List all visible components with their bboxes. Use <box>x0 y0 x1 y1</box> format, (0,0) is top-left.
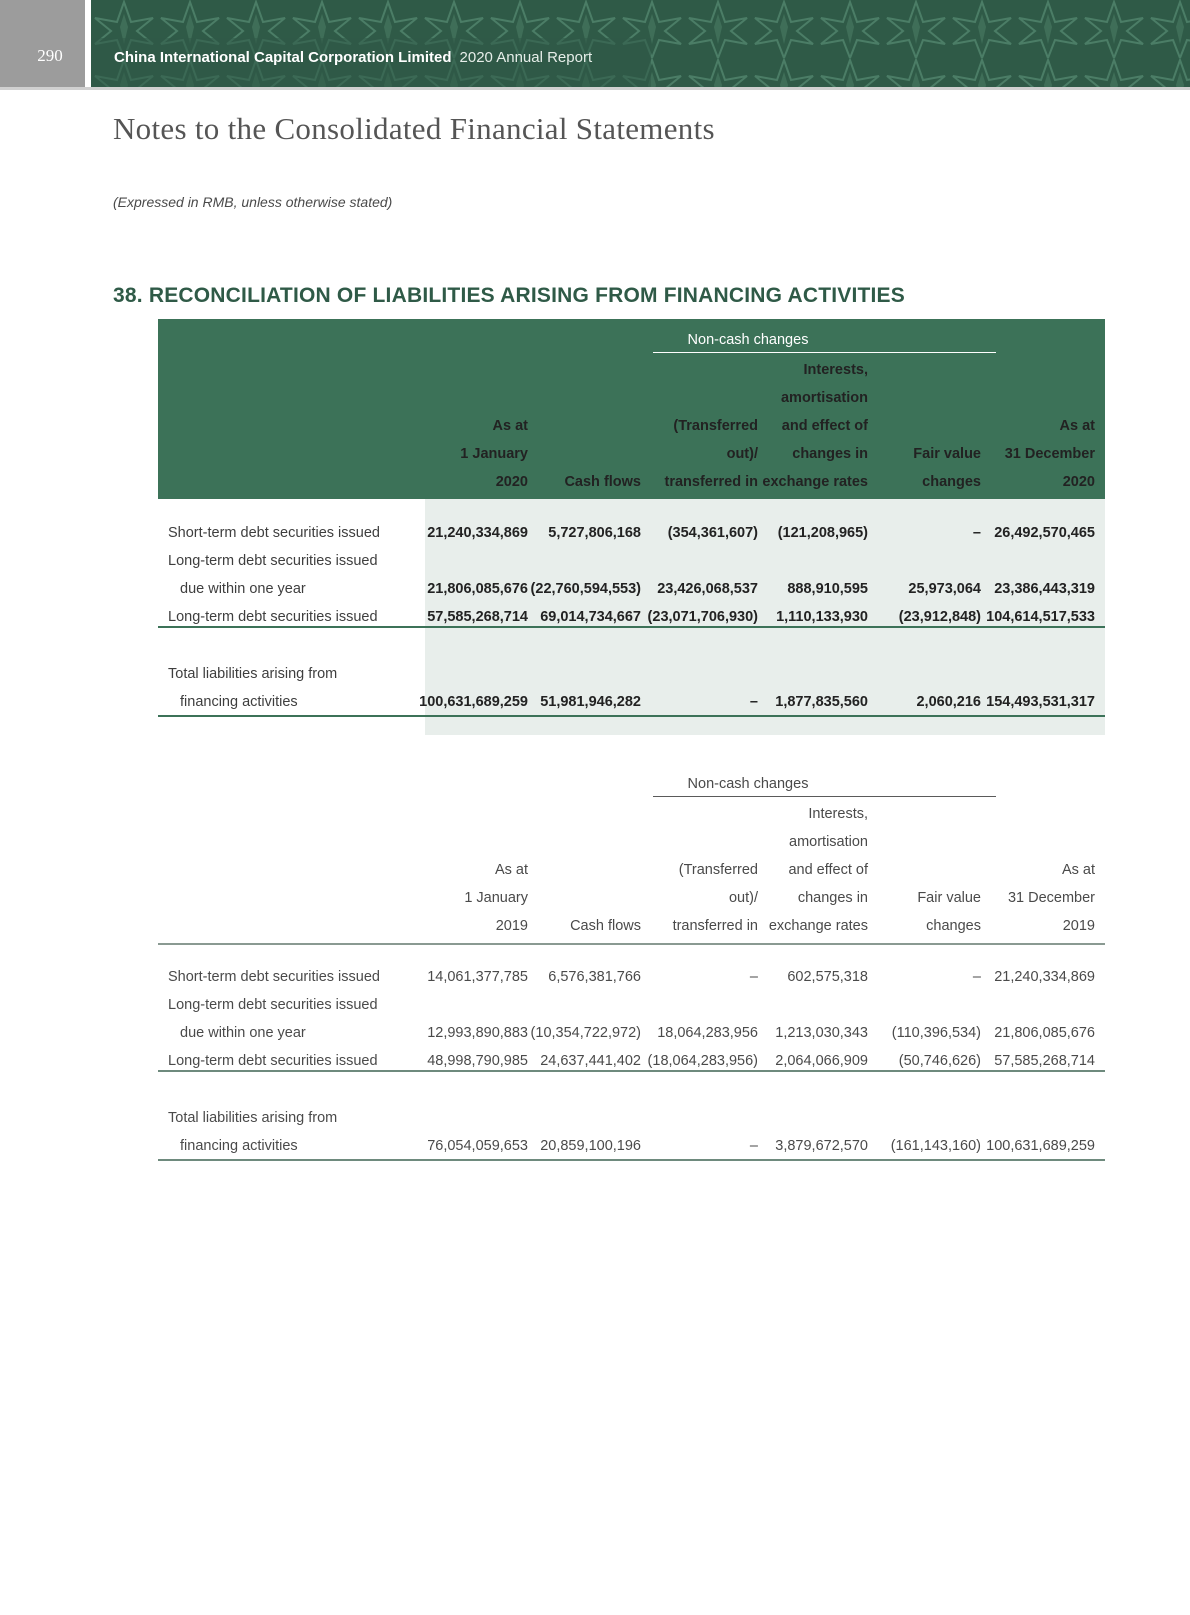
row-label: Short-term debt securities issued <box>168 525 380 541</box>
row-value: (354,361,607) <box>667 525 758 541</box>
row-value: 18,064,283,956 <box>657 1025 758 1041</box>
column-header-line: changes <box>922 474 981 490</box>
total-value: 2,060,216 <box>916 694 981 710</box>
row-value: (23,912,848) <box>898 609 981 625</box>
page-number: 290 <box>37 46 63 65</box>
row-value: 48,998,790,985 <box>427 1053 528 1069</box>
header-rule <box>0 87 1190 90</box>
row-value: (10,354,722,972) <box>530 1025 641 1041</box>
row-label: due within one year <box>180 1025 306 1041</box>
column-header-line: and effect of <box>788 862 868 878</box>
column-header-line: Cash flows <box>570 918 641 934</box>
column-header-line: changes in <box>797 890 868 906</box>
row-value: 25,973,064 <box>908 581 981 597</box>
currency-note: (Expressed in RMB, unless otherwise stated) <box>113 194 393 210</box>
row-value: 24,637,441,402 <box>540 1053 641 1069</box>
row-value: 1,110,133,930 <box>776 609 868 625</box>
total-label: financing activities <box>180 1138 298 1154</box>
row-value: 21,806,085,676 <box>427 581 528 597</box>
row-value: (22,760,594,553) <box>530 581 641 597</box>
column-header-line: (Transferred <box>678 862 758 878</box>
column-header-line: transferred in <box>664 474 758 490</box>
total-value: (161,143,160) <box>890 1138 981 1154</box>
column-header-line: Interests, <box>803 362 868 378</box>
total-value: 100,631,689,259 <box>986 1138 1095 1154</box>
column-header-line: 2020 <box>1062 474 1095 490</box>
row-value: (18,064,283,956) <box>647 1053 758 1069</box>
banner-title <box>114 49 592 66</box>
note-heading: 38. RECONCILIATION OF LIABILITIES ARISING FROM FINANCING ACTIVITIES <box>113 284 905 307</box>
header-rule <box>158 943 1105 945</box>
column-header-line: out)/ <box>728 890 758 906</box>
row-value: 57,585,268,714 <box>994 1053 1095 1069</box>
page-title: Notes to the Consolidated Financial Statements <box>113 111 715 146</box>
column-header-line: As at <box>1059 418 1095 434</box>
column-header-line: 31 December <box>1004 446 1095 462</box>
column-header-line: exchange rates <box>762 474 868 490</box>
column-header-line: Interests, <box>808 806 868 822</box>
row-value: (50,746,626) <box>898 1053 981 1069</box>
row-label: Long-term debt securities issued <box>168 609 378 625</box>
column-header-line: amortisation <box>780 390 868 406</box>
total-rule <box>158 715 1105 717</box>
row-label: Long-term debt securities issued <box>168 997 378 1013</box>
row-value: – <box>972 525 981 541</box>
total-value: 154,493,531,317 <box>986 694 1095 710</box>
row-value: 602,575,318 <box>787 969 868 985</box>
row-value: 57,585,268,714 <box>427 609 528 625</box>
header-banner <box>91 0 1190 87</box>
column-header-line: exchange rates <box>768 918 868 934</box>
row-value: 21,806,085,676 <box>994 1025 1095 1041</box>
column-header-line: 2019 <box>1062 918 1095 934</box>
reconciliation-table-2019 <box>158 763 1105 1183</box>
row-value: – <box>972 969 981 985</box>
non-cash-changes-label: Non-cash changes <box>687 332 809 348</box>
body-rule <box>158 1070 1105 1072</box>
row-label: Long-term debt securities issued <box>168 553 378 569</box>
column-header-line: As at <box>492 418 528 434</box>
column-header-line: 1 January <box>464 890 528 906</box>
row-value: 23,386,443,319 <box>994 581 1095 597</box>
column-header-line: Fair value <box>913 446 981 462</box>
page-number-box <box>0 0 85 87</box>
row-value: 26,492,570,465 <box>994 525 1095 541</box>
total-value: 76,054,059,653 <box>427 1138 528 1154</box>
row-value: – <box>749 969 758 985</box>
non-cash-changes-label: Non-cash changes <box>687 776 809 792</box>
row-value: (110,396,534) <box>891 1025 981 1041</box>
total-value: 1,877,835,560 <box>775 694 868 710</box>
company-name: China International Capital Corporation Limited <box>114 49 452 66</box>
row-value: 21,240,334,869 <box>994 969 1095 985</box>
column-header-line: and effect of <box>781 418 868 434</box>
non-cash-rule <box>653 352 996 353</box>
row-value: 12,993,890,883 <box>427 1025 528 1041</box>
report-name: 2020 Annual Report <box>459 49 593 66</box>
total-value: 51,981,946,282 <box>540 694 641 710</box>
total-value: 3,879,672,570 <box>775 1138 868 1154</box>
row-value: 6,576,381,766 <box>548 969 641 985</box>
body-rule <box>158 626 1105 628</box>
total-rule <box>158 1159 1105 1161</box>
column-header-line: changes in <box>792 446 868 462</box>
total-label: financing activities <box>180 694 298 710</box>
total-value: – <box>749 1138 758 1154</box>
table-header-band <box>158 319 1105 499</box>
column-header-line: 2019 <box>495 918 528 934</box>
column-header-line: As at <box>494 862 528 878</box>
column-header-line: 31 December <box>1007 890 1095 906</box>
row-value: 104,614,517,533 <box>986 609 1095 625</box>
column-header-line: changes <box>926 918 981 934</box>
row-label: due within one year <box>180 581 306 597</box>
non-cash-rule <box>653 796 996 797</box>
column-header-line: amortisation <box>789 834 868 850</box>
total-value: – <box>749 694 758 710</box>
row-value: 5,727,806,168 <box>548 525 641 541</box>
total-label: Total liabilities arising from <box>168 666 338 682</box>
column-header-line: 2020 <box>495 474 528 490</box>
row-value: 69,014,734,667 <box>540 609 641 625</box>
column-header-line: Fair value <box>917 890 981 906</box>
column-header-line: (Transferred <box>673 418 758 434</box>
row-label: Short-term debt securities issued <box>168 969 380 985</box>
column-header-line: transferred in <box>672 918 758 934</box>
total-value: 100,631,689,259 <box>419 694 528 710</box>
total-label: Total liabilities arising from <box>168 1110 338 1126</box>
row-value: 888,910,595 <box>787 581 868 597</box>
column-header-line: As at <box>1061 862 1095 878</box>
row-value: 2,064,066,909 <box>775 1053 868 1069</box>
column-header-line: 1 January <box>460 446 528 462</box>
reconciliation-table-2020 <box>158 319 1105 739</box>
row-value: (121,208,965) <box>777 525 868 541</box>
row-value: 1,213,030,343 <box>775 1025 868 1041</box>
row-value: 14,061,377,785 <box>427 969 528 985</box>
banner-pattern <box>91 0 1190 87</box>
total-value: 20,859,100,196 <box>540 1138 641 1154</box>
column-header-line: Cash flows <box>564 474 641 490</box>
row-value: 21,240,334,869 <box>427 525 528 541</box>
row-label: Long-term debt securities issued <box>168 1053 378 1069</box>
row-value: 23,426,068,537 <box>657 581 758 597</box>
column-header-line: out)/ <box>726 446 758 462</box>
row-value: (23,071,706,930) <box>647 609 758 625</box>
